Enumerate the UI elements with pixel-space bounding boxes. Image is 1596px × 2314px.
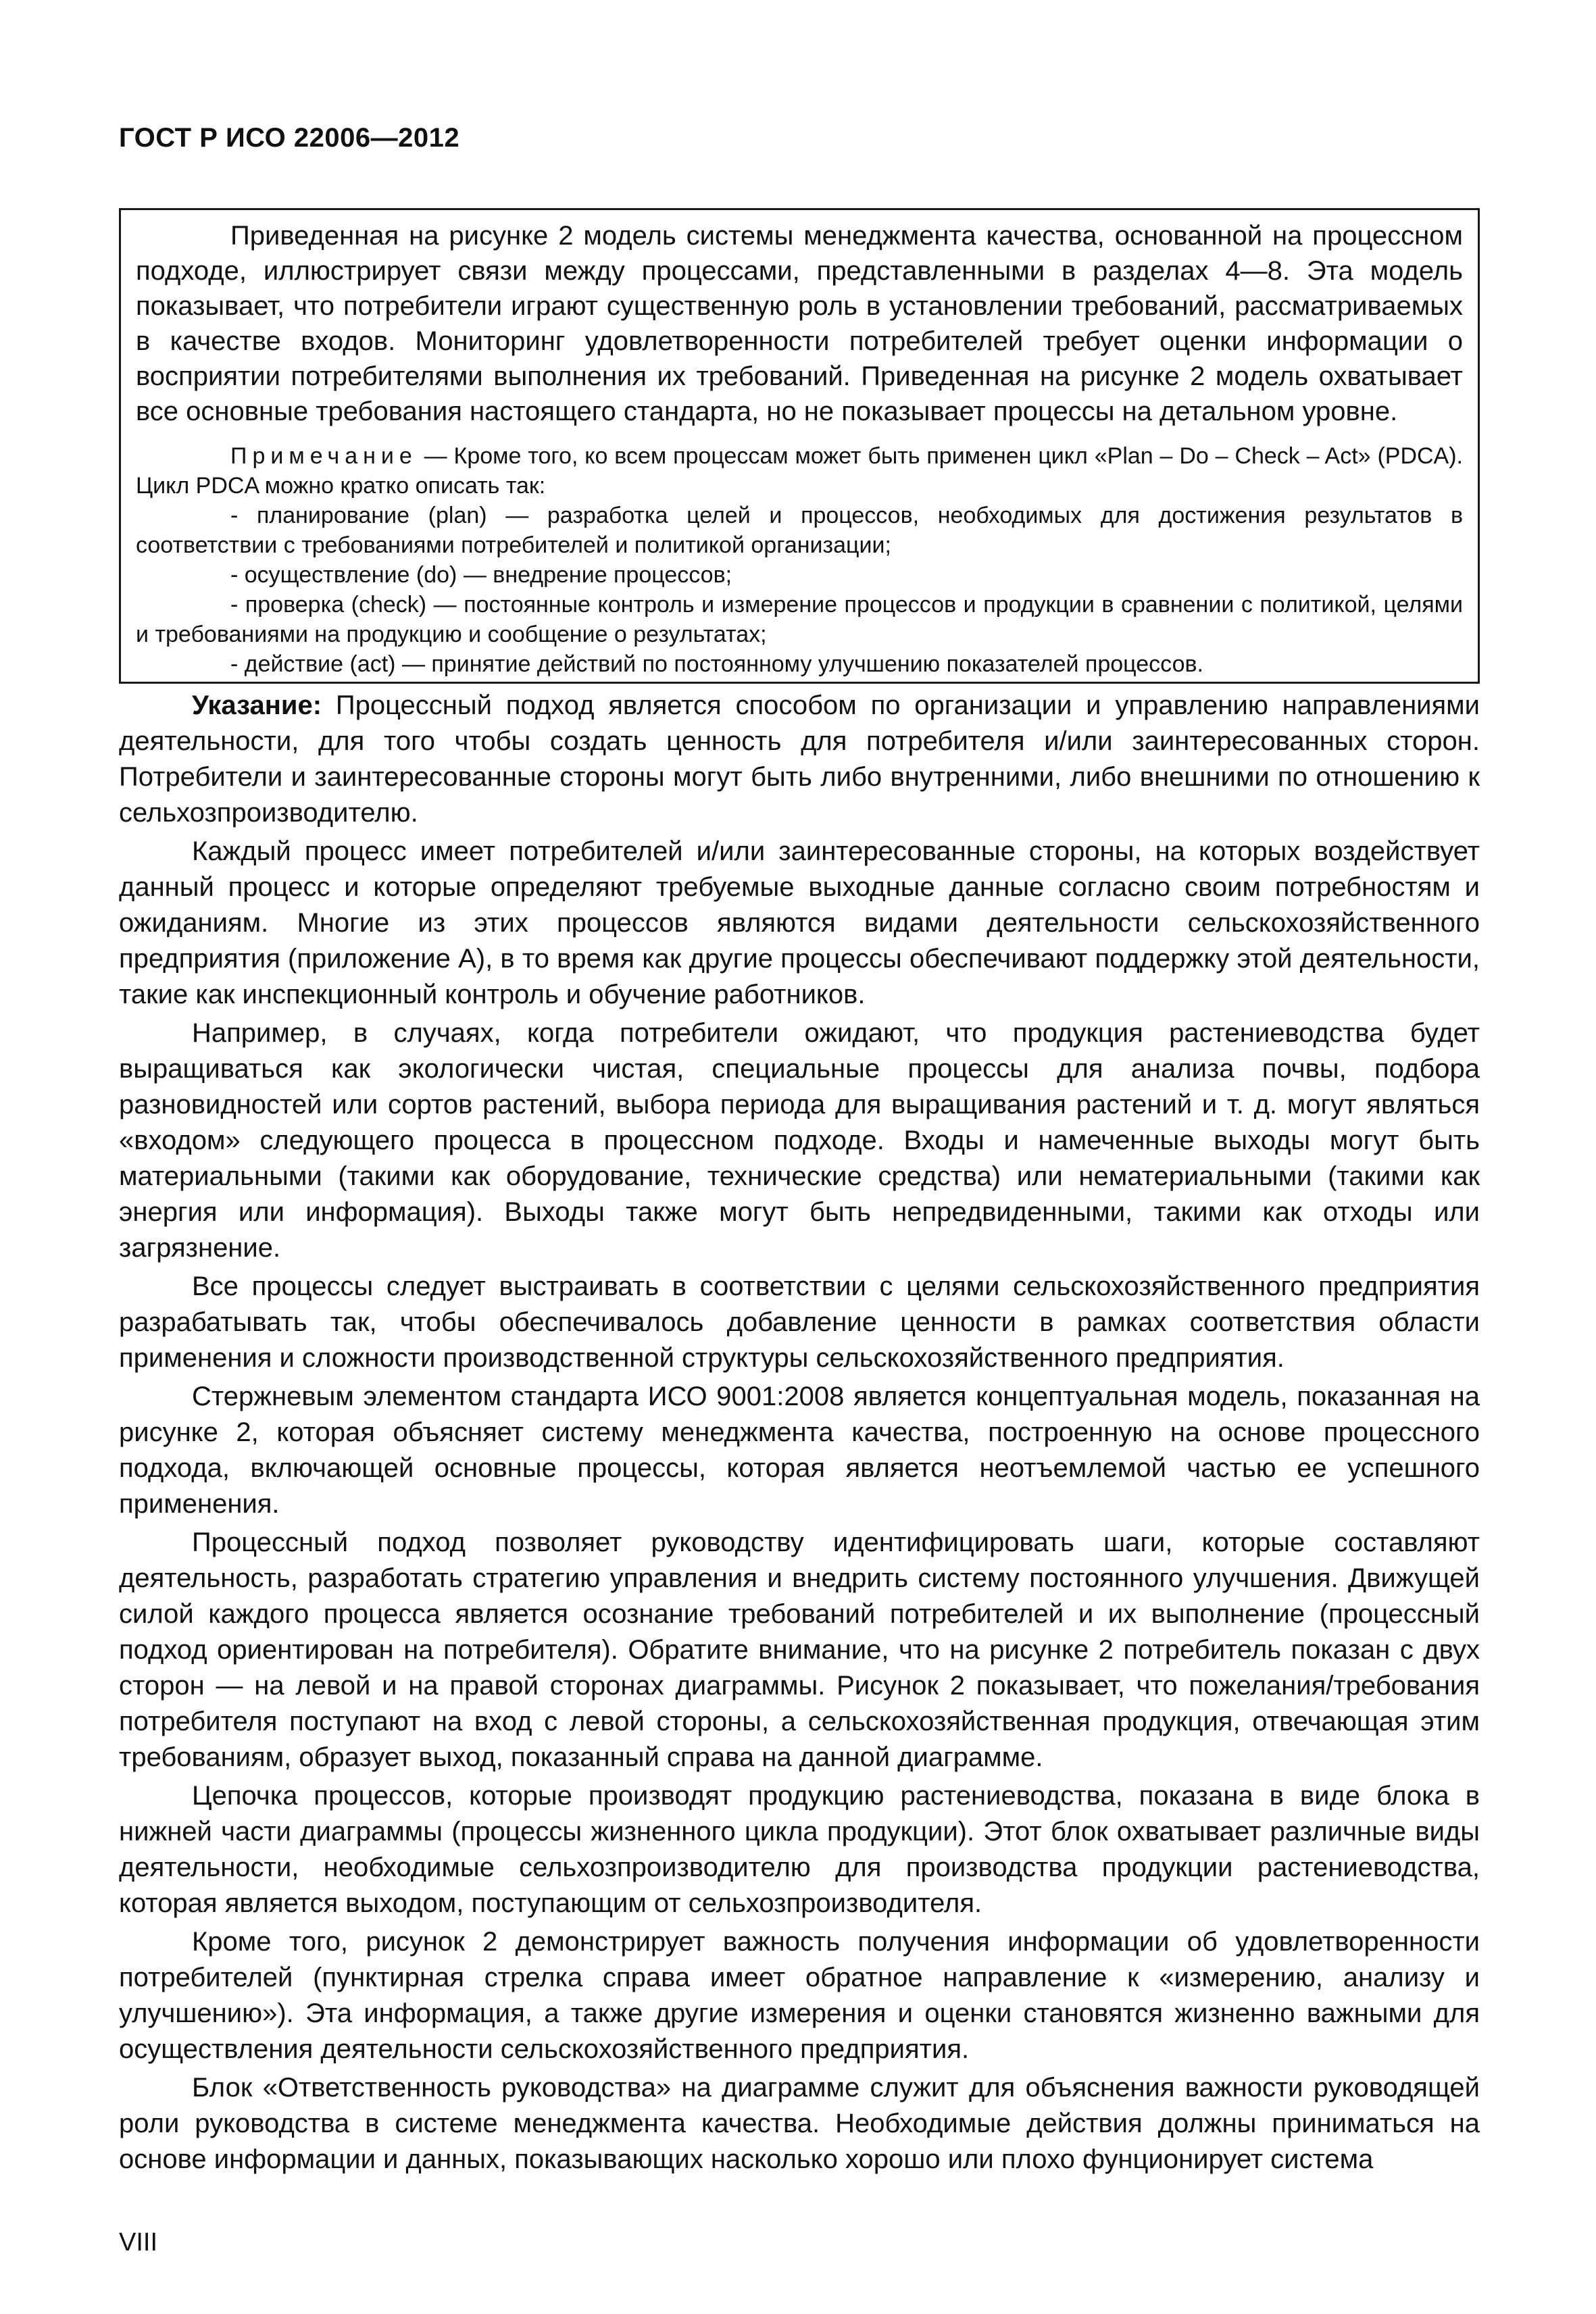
paragraph-4: Все процессы следует выстраивать в соответствии с целями сельскохозяйственного предприятия разрабатывать так, чтобы обеспечивалось добавление ценности в рамках соответствия области применения и сложности производственной структуры сельскохозяйственного предприятия. xyxy=(119,1272,1480,1373)
paragraph-5: Стержневым элементом стандарта ИСО 9001:2008 является концептуальная модель, показанная на рисунке 2, которая объясняет систему менеджмента качества, построенную на основе процессного подхода, включающей основные процессы, которая является неотъемлемой частью ее успешного применения. xyxy=(119,1382,1480,1519)
paragraph-7: Цепочка процессов, которые производят продукцию растениеводства, показана в виде блока в нижней части диаграммы (процессы жизненного цикла продукции). Этот блок охватывает различные виды деятельности, необходимые сельхозпроизводителю для производства продукции растениеводства, которая является выходом, поступающим от сельхозпроизводителя. xyxy=(119,1781,1480,1918)
paragraph-8: Кроме того, рисунок 2 демонстрирует важность получения информации об удовлетворенности потребителей (пунктирная стрелка справа имеет обратное направление к «измерению, анализу и улучшению»). Эта информация, а также другие измерения и оценки становятся жизненно важными для осуществления деятельности сельскохозяйственного предприятия. xyxy=(119,1927,1480,2064)
paragraph-6: Процессный подход позволяет руководству идентифицировать шаги, которые составляют деятельность, разработать стратегию управления и внедрить систему постоянного улучшения. Движущей силой каждого процесса является осознание требований потребителей и их выполнение (процессный подход ориентирован на потребителя). Обратите внимание, что на рисунке 2 потребитель показан с двух сторон — на левой и на правой сторонах диаграммы. Рисунок 2 показывает, что пожелания/требования потребителя поступают на вход с левой стороны, а сельскохозяйственная продукция, отвечающая этим требованиям, образует выход, показанный справа на данной диаграмме. xyxy=(119,1528,1480,1772)
body-text xyxy=(119,688,1480,2180)
note-item-act: - действие (act) — принятие действий по постоянному улучшению показателей процессов. xyxy=(230,651,1203,677)
document-header: ГОСТ Р ИСО 22006—2012 xyxy=(119,123,460,153)
paragraph-1 xyxy=(119,688,1480,831)
paragraph-2: Каждый процесс имеет потребителей и/или заинтересованные стороны, на которых воздействует данный процесс и которые определяют требуемые выходные данные согласно своим потребностям и ожиданиям. Многие из этих процессов являются видами деятельности сельскохозяйственного предприятия (приложение А), в то время как другие процессы обеспечивают поддержку этой деятельности, такие как инспекционный контроль и обучение работников. xyxy=(119,836,1480,1009)
note-text: — Кроме того, ко всем процессам может быть применен цикл «Plan – Do – Check – Act» (PDCA). Цикл PDCA можно кратко описать так: xyxy=(136,443,1463,499)
note-block xyxy=(136,441,1463,679)
box-main-paragraph: Приведенная на рисунке 2 модель системы менеджмента качества, основанной на процессном подходе, иллюстрирует связи между процессами, представленными в разделах 4—8. Эта модель показывает, что потребители играют существенную роль в установлении требований, рассматриваемых в качестве входов. Мониторинг удовлетворенности потребителей требует оценки информации о восприятии потребителями выполнения их требований. Приведенная на рисунке 2 модель охватывает все основные требования настоящего стандарта, но не показывает процессы на детальном уровне. xyxy=(136,221,1463,426)
note-item-plan: - планирование (plan) — разработка целей и процессов, необходимых для достижения результатов в соответствии с требованиями потребителей и политикой организации; xyxy=(136,503,1463,558)
paragraph-9: Блок «Ответственность руководства» на диаграмме служит для объяснения важности руководящей роли руководства в системе менеджмента качества. Необходимые действия должны приниматься на основе информации и данных, показывающих насколько хорошо или плохо фунционирует система xyxy=(119,2073,1480,2174)
paragraph-1-text: Процессный подход является способом по организации и управлению направлениями деятельности, для того чтобы создать ценность для потребителя и/или заинтересованных сторон. Потребители и заинтересованные стороны могут быть либо внутренними, либо внешними по отношению к сельхозпроизводителю. xyxy=(119,690,1480,828)
paragraph-3: Например, в случаях, когда потребители ожидают, что продукция растениеводства будет выращиваться как экологически чистая, специальные процессы для анализа почвы, подбора разновидностей или сортов растений, выбора периода для выращивания растений и т. д. могут являться «входом» следующего процесса в процессном подходе. Входы и намеченные выходы могут быть материальными (такими как оборудование, технические средства) или нематериальными (такими как энергия или информация). Выходы также могут быть непредвиденными, такими как отходы или загрязнение. xyxy=(119,1018,1480,1263)
page-number: VIII xyxy=(119,2228,158,2257)
note-label: Примечание xyxy=(230,443,418,469)
note-intro xyxy=(136,441,1463,501)
framed-note-box xyxy=(119,208,1480,684)
paragraph-1-label: Указание: xyxy=(192,690,322,720)
note-item-do: - осуществление (do) — внедрение процессов; xyxy=(230,562,732,588)
note-item-check: - проверка (check) — постоянные контроль и измерение процессов и продукции в сравнении с политикой, целями и требованиями на продукцию и сообщение о результатах; xyxy=(136,592,1463,647)
